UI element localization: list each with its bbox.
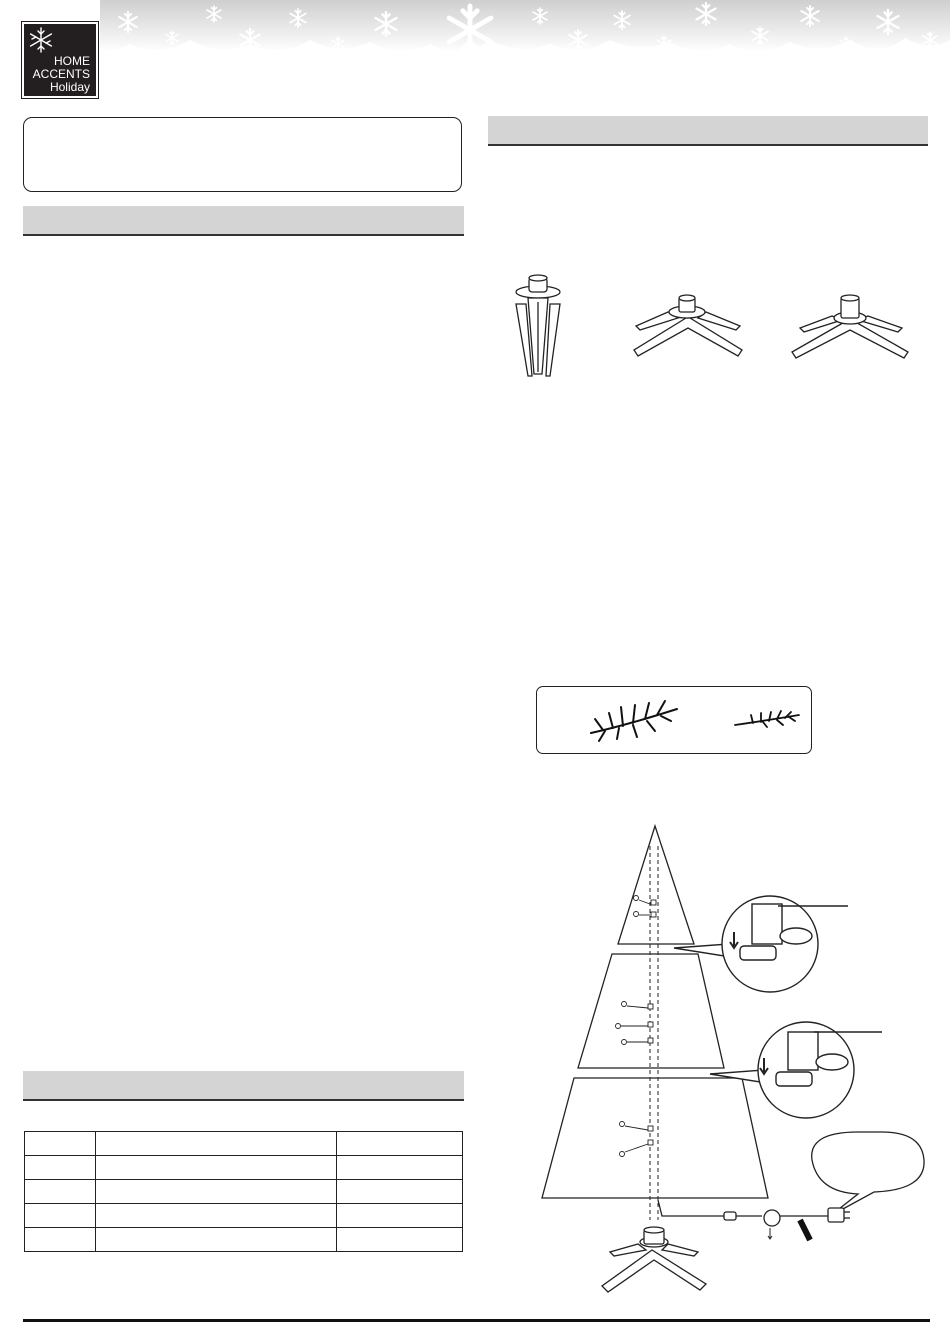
snowflake-banner — [0, 0, 950, 70]
table-cell — [336, 1156, 462, 1180]
logo-line-accents: ACCENTS — [32, 67, 90, 81]
table-cell — [25, 1132, 96, 1156]
section-header-bar — [23, 206, 464, 236]
parts-table — [24, 1131, 463, 1252]
table-row — [25, 1204, 463, 1228]
notice-box — [23, 117, 462, 192]
section-header-bar — [23, 1071, 464, 1101]
table-cell — [95, 1180, 336, 1204]
snowflake-icon — [27, 26, 55, 54]
table-cell — [336, 1228, 462, 1252]
logo-line-holiday: Holiday — [49, 80, 90, 94]
table-row — [25, 1132, 463, 1156]
table-cell — [95, 1156, 336, 1180]
table-cell — [95, 1228, 336, 1252]
table-cell — [25, 1180, 96, 1204]
table-row — [25, 1228, 463, 1252]
table-cell — [95, 1132, 336, 1156]
branch-fluffing-box — [536, 686, 812, 754]
stake-stand-illustration — [500, 272, 580, 382]
footer-rule — [23, 1319, 930, 1322]
table-row — [25, 1180, 463, 1204]
logo-line-home: HOME — [54, 54, 90, 68]
brand-logo — [22, 22, 98, 98]
branch-illustration — [587, 697, 683, 743]
table-cell — [25, 1156, 96, 1180]
table-row — [25, 1156, 463, 1180]
table-cell — [336, 1180, 462, 1204]
table-cell — [25, 1204, 96, 1228]
table-cell — [336, 1204, 462, 1228]
table-cell — [25, 1228, 96, 1252]
table-cell — [95, 1204, 336, 1228]
table-cell — [336, 1132, 462, 1156]
large-stand-illustration — [788, 290, 912, 360]
branch-small-illustration — [733, 707, 803, 731]
section-header-bar — [488, 116, 928, 146]
tree-assembly-diagram — [538, 820, 938, 1300]
small-stand-illustration — [628, 290, 748, 360]
